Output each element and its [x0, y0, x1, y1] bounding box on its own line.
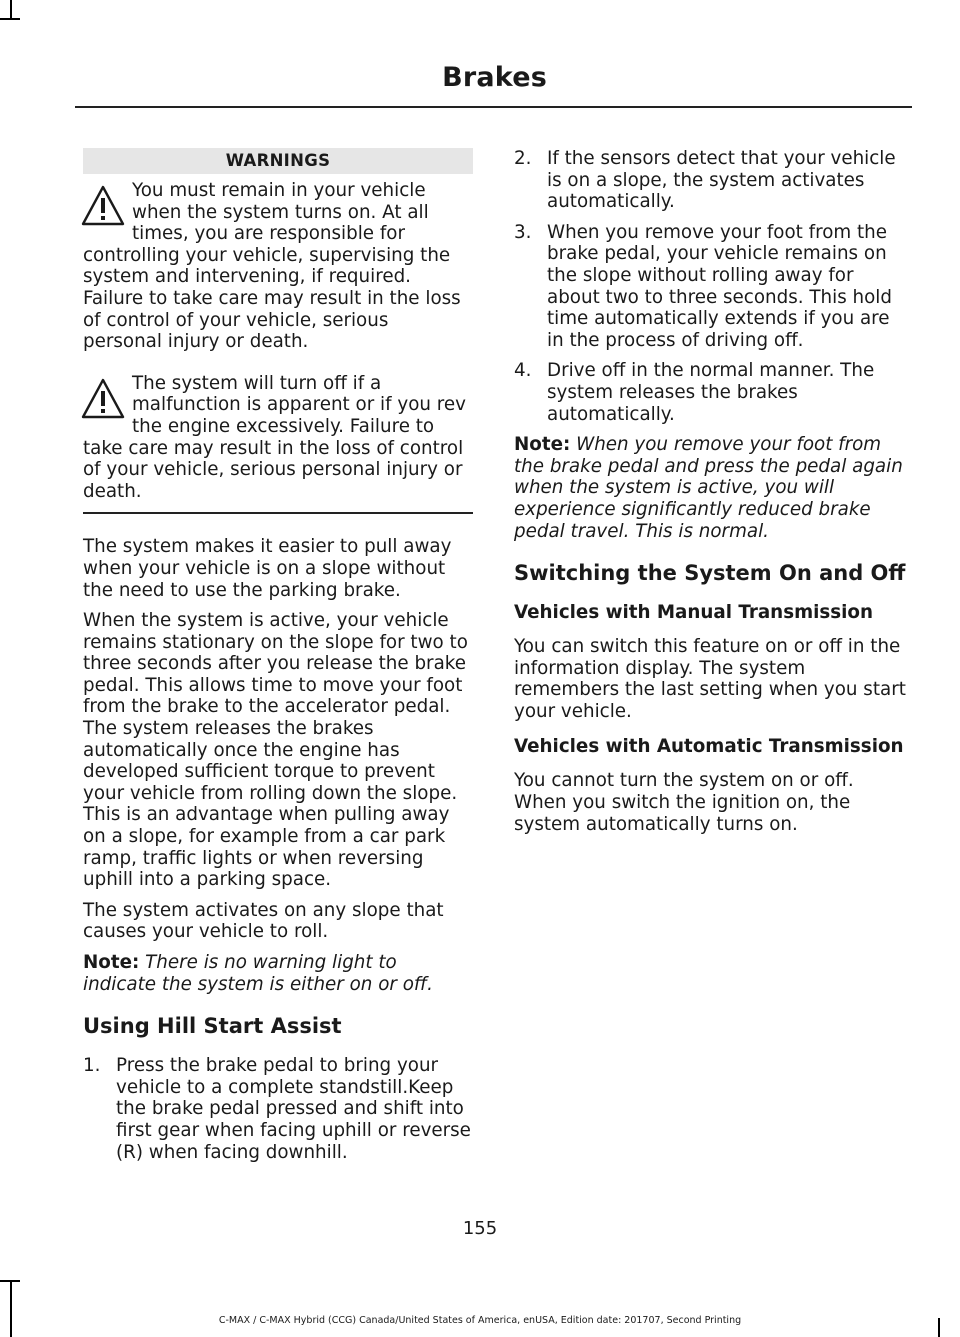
crop-mark — [10, 0, 12, 20]
warning-text: You must remain in your vehicle when the system turns on. At all times, you are responsible for controlling your vehicle, supervising the system and intervening, if required. Failure to take care may result in the loss of control of your vehicle, serious personal injury or death. — [83, 180, 461, 353]
left-column — [83, 148, 473, 1172]
step-number: 4. — [514, 360, 532, 382]
crop-mark — [0, 1280, 20, 1282]
note-label: Note: — [514, 434, 571, 456]
right-column — [514, 148, 906, 844]
paragraph: You can switch this feature on or off in the information display. The system remembers the last setting when you start your vehicle. — [514, 636, 906, 722]
crop-mark — [10, 1280, 12, 1337]
list-item — [514, 222, 906, 352]
note — [514, 434, 906, 542]
step-list — [514, 148, 906, 425]
paragraph: You cannot turn the system on or off. When you switch the ignition on, the system automatically turns on. — [514, 770, 854, 835]
edition-footer: C-MAX / C-MAX Hybrid (CCG) Canada/United States of America, enUSA, Edition date: 201707, Second Printing — [218, 1315, 742, 1326]
warning-item — [83, 373, 473, 503]
note — [83, 952, 473, 995]
step-text: Press the brake pedal to bring your vehicle to a complete standstill.Keep the brake pedal pressed and shift into first gear when facing uphill or reverse (R) when facing downhill. — [116, 1055, 471, 1163]
note-text: When you remove your foot from the brake pedal and press the pedal again when the system is active, you will experience significantly reduced brake pedal travel. This is normal. — [514, 434, 903, 542]
warning-triangle-icon — [79, 182, 127, 230]
subsection-heading: Vehicles with Automatic Transmission — [514, 736, 904, 758]
note-label: Note: — [83, 952, 140, 973]
warning-item — [83, 180, 473, 353]
step-number: 1. — [83, 1055, 101, 1077]
list-item — [514, 148, 906, 213]
warnings-heading: WARNINGS — [83, 148, 473, 174]
step-text: If the sensors detect that your vehicle is on a slope, the system activates automatically. — [547, 148, 896, 213]
step-text: Drive off in the normal manner. The system releases the brakes automatically. — [547, 360, 875, 425]
page-number: 155 — [462, 1218, 498, 1239]
step-number: 2. — [514, 148, 532, 169]
page-title: Brakes — [442, 62, 547, 93]
step-number: 3. — [514, 221, 532, 243]
paragraph: The system makes it easier to pull away when your vehicle is on a slope without the need to use the parking brake. — [83, 536, 452, 601]
section-heading: Switching the System On and Off — [514, 561, 906, 586]
header-rule — [75, 106, 912, 108]
subsection-heading: Vehicles with Manual Transmission — [514, 602, 874, 624]
list-item — [83, 1055, 473, 1163]
warning-triangle-icon — [79, 375, 127, 423]
warnings-divider — [83, 512, 473, 514]
warning-text: The system will turn off if a malfunction is apparent or if you rev the engine excessively. Failure to take care may result in the loss of control of your vehicle, serious personal injury or death. — [83, 372, 466, 502]
paragraph: The system activates on any slope that causes your vehicle to roll. — [83, 899, 444, 943]
paragraph: When the system is active, your vehicle remains stationary on the slope for two to three seconds after you release the brake pedal. This allows time to move your foot from the brake to the accelerator pedal. The system releases the brakes automatically once the engine has developed sufficient torque to prevent your vehicle from rolling down the slope. This is an advantage when pulling away on a slope, for example from a car park ramp, traffic lights or when reversing uphill into a parking space. — [83, 610, 468, 891]
note-text: There is no warning light to indicate the system is either on or off. — [83, 952, 433, 995]
section-heading: Using Hill Start Assist — [83, 1014, 342, 1039]
list-item — [514, 360, 906, 425]
step-list — [83, 1055, 473, 1163]
crop-mark — [0, 18, 20, 20]
step-text: When you remove your foot from the brake pedal, your vehicle remains on the slope without rolling away for about two to three seconds. This hold time automatically extends if you are in the process of driving off. — [547, 221, 892, 351]
